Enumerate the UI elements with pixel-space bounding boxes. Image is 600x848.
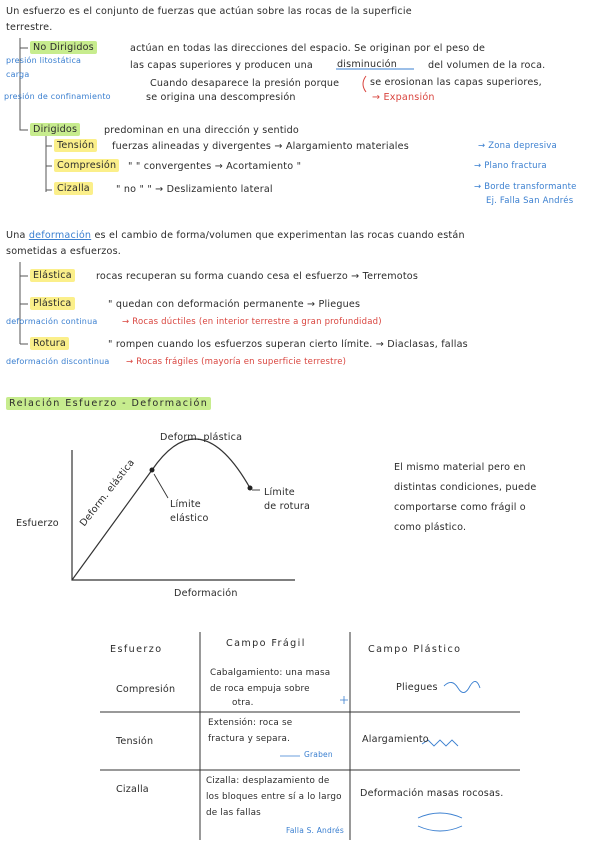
- table-row2-fragil-a: Extensión: roca se: [208, 718, 293, 728]
- side-presion-litostatica: presión litostática: [6, 56, 82, 65]
- compresion-label: Compresión: [54, 160, 119, 171]
- table-row3-fragil-c: de las fallas: [206, 808, 261, 818]
- deformacion-line2: sometidas a esfuerzos.: [6, 246, 122, 257]
- tension-blue: → Zona depresiva: [478, 141, 557, 151]
- compresion-blue: → Plano fractura: [474, 161, 547, 171]
- deformacion-line1: Una deformación es el cambio de forma/volumen que experimentan las rocas cuando están: [6, 230, 465, 241]
- note-line1: El mismo material pero en: [394, 462, 526, 473]
- no-dirigidos-red2: → Expansión: [372, 92, 435, 103]
- cizalla-label: Cizalla: [54, 183, 93, 194]
- rotura-label: Rotura: [30, 338, 69, 349]
- table-row1-fragil-a: Cabalgamiento: una masa: [210, 668, 331, 678]
- cizalla-text: " no " " → Deslizamiento lateral: [116, 184, 273, 195]
- note-line3: comportarse como frágil o: [394, 502, 526, 513]
- x-axis-label: Deformación: [174, 588, 238, 599]
- limite-rotura-label: Límite de rotura: [264, 487, 311, 512]
- elastica-text: rocas recuperan su forma cuando cesa el esfuerzo → Terremotos: [96, 271, 419, 282]
- rotura-red: → Rocas frágiles (mayoría en superficie terrestre): [126, 357, 347, 367]
- table-row3-fragil-b: los bloques entre sí a lo largo: [206, 792, 342, 802]
- table-row3-fragil-a: Cizalla: desplazamiento de: [206, 776, 330, 786]
- curve-label-top: Deform. plástica: [160, 432, 243, 443]
- table-row3-plastico: Deformación masas rocosas.: [360, 788, 504, 799]
- y-axis-label: Esfuerzo: [16, 518, 59, 529]
- table-row2-plastico: Alargamiento: [362, 734, 429, 745]
- table-header-plastico: Campo Plástico: [368, 644, 462, 655]
- cizalla-blue2: Ej. Falla San Andrés: [486, 196, 574, 206]
- no-dirigidos-label: No Dirigidos: [30, 42, 97, 53]
- table-row1-esfuerzo: Compresión: [116, 684, 176, 695]
- curve-label-diag: Deform. elástica: [78, 457, 138, 529]
- rotura-blue: deformación discontinua: [6, 357, 110, 366]
- compresion-text: " " convergentes → Acortamiento ": [128, 161, 302, 172]
- side-carga: carga: [6, 70, 30, 79]
- cizalla-blue1: → Borde transformante: [474, 182, 577, 192]
- note-line4: como plástico.: [394, 522, 467, 533]
- side-presion-confinamiento: presión de confinamiento: [4, 92, 111, 101]
- dirigidos-label: Dirigidos: [30, 124, 80, 135]
- esfuerzo-def-line2: terrestre.: [6, 22, 53, 33]
- plastica-red: → Rocas dúctiles (en interior terrestre a gran profundidad): [122, 317, 382, 327]
- relacion-title: Relación Esfuerzo - Deformación: [6, 398, 211, 409]
- tension-text: fuerzas alineadas y divergentes → Alargamiento materiales: [112, 141, 409, 152]
- table-row1-plastico: Pliegues: [396, 682, 438, 693]
- table-row2-fragil-b: fractura y separa.: [208, 734, 291, 744]
- dirigidos-text: predominan en una dirección y sentido: [104, 125, 300, 136]
- no-dirigidos-text5: se origina una descompresión: [146, 92, 296, 103]
- table-row1-fragil-b: de roca empuja sobre: [210, 684, 310, 694]
- table-header-esfuerzo: Esfuerzo: [110, 644, 163, 655]
- plastica-text: " quedan con deformación permanente → Pliegues: [108, 299, 361, 310]
- disminucion-word: disminución: [337, 59, 398, 70]
- plastica-blue: deformación continua: [6, 317, 98, 326]
- no-dirigidos-red1: se erosionan las capas superiores,: [370, 77, 542, 88]
- table-row2-esfuerzo: Tensión: [116, 736, 154, 747]
- table-row1-fragil-c: otra.: [232, 698, 254, 708]
- table-row3-fragil-blue: Falla S. Andrés: [286, 826, 344, 835]
- esfuerzo-def-line1: Un esfuerzo es el conjunto de fuerzas que actúan sobre las rocas de la superficie: [6, 6, 412, 17]
- plastica-label: Plástica: [30, 298, 75, 309]
- table-row2-fragil-blue: Graben: [304, 750, 333, 759]
- no-dirigidos-text4: Cuando desaparece la presión porque: [150, 78, 340, 89]
- no-dirigidos-text2: las capas superiores y producen una: [130, 60, 313, 71]
- note-line2: distintas condiciones, puede: [394, 482, 537, 493]
- elastica-label: Elástica: [30, 270, 75, 281]
- no-dirigidos-text1: actúan en todas las direcciones del espacio. Se originan por el peso de: [130, 43, 486, 54]
- rotura-text: " rompen cuando los esfuerzos superan cierto límite. → Diaclasas, fallas: [108, 339, 468, 350]
- table-header-fragil: Campo Frágil: [226, 638, 306, 649]
- limite-elastico-label: Límite elástico: [170, 499, 209, 524]
- tension-label: Tensión: [54, 140, 97, 151]
- table-row3-esfuerzo: Cizalla: [116, 784, 149, 795]
- no-dirigidos-text3: del volumen de la roca.: [428, 60, 546, 71]
